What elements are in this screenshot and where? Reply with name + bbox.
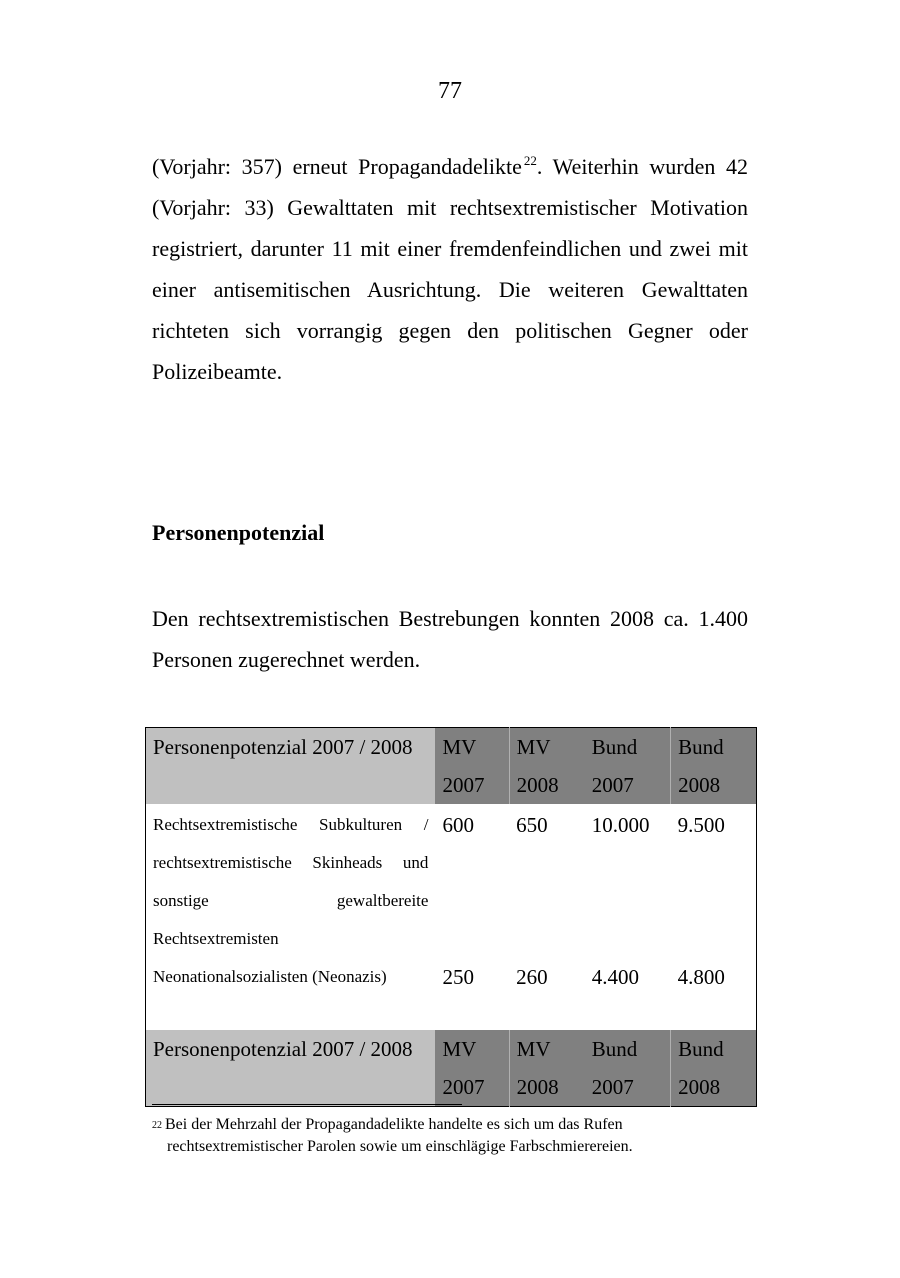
header-col-mv-2008: MV 2008 — [509, 728, 585, 805]
footer-col-mv-2008: MV 2008 — [509, 1030, 585, 1107]
personenpotenzial-table — [145, 727, 757, 1107]
header-col-mv-2007: MV 2007 — [435, 728, 509, 805]
footer-label-cell: Personenpotenzial 2007 / 2008 — [146, 1030, 436, 1107]
footer-col-bund-2007: Bund 2007 — [585, 1030, 671, 1107]
cell-value: 260 — [516, 965, 548, 989]
footer-col-mv-2007: MV 2007 — [435, 1030, 509, 1107]
table-footer-row — [146, 1030, 757, 1107]
footnote-separator — [152, 1104, 462, 1105]
table-row — [146, 804, 757, 958]
header-col-bund-2008: Bund 2008 — [671, 728, 757, 805]
row-label-neonazis: Neonationalsozialisten (Neonazis) — [153, 967, 387, 986]
body-paragraph-persons: Den rechtsextremistischen Bestrebungen konnten 2008 ca. 1.400 Personen zugerechnet werden. — [152, 606, 748, 672]
cell-value: 4.800 — [677, 965, 725, 989]
footnote-reference[interactable]: 22 — [523, 153, 537, 168]
body-paragraph-violence — [152, 146, 748, 392]
footnote-number: 22 — [152, 1120, 162, 1131]
paragraph-text-start: (Vorjahr: 357) erneut Propagandadelikte — [152, 154, 522, 179]
footnote — [152, 1114, 752, 1158]
section-heading: Personenpotenzial — [152, 520, 325, 545]
page-number: 77 — [438, 78, 462, 104]
cell-value: 600 — [442, 813, 474, 837]
cell-value: 250 — [442, 965, 474, 989]
footnote-text-1: Bei der Mehrzahl der Propagandadelikte handelte es sich um das Rufen — [165, 1116, 623, 1133]
cell-value: 10.000 — [591, 813, 650, 837]
cell-value: 9.500 — [677, 813, 725, 837]
table-row — [146, 958, 757, 1030]
header-col-bund-2007: Bund 2007 — [585, 728, 671, 805]
cell-value: 4.400 — [591, 965, 639, 989]
table-header-row — [146, 728, 757, 805]
header-label-cell: Personenpotenzial 2007 / 2008 — [146, 728, 436, 805]
row-label-subkulturen: Rechtsextremistische Subkulturen / rechtsextremistische Skinheads und sonstige gewaltbereite Rechtsextremisten — [153, 815, 429, 948]
footnote-line-1 — [152, 1114, 752, 1136]
cell-value: 650 — [516, 813, 548, 837]
paragraph-text-end: . Weiterhin wurden 42 (Vorjahr: 33) Gewalttaten mit rechtsextremistischer Motivation registriert, darunter 11 mit einer fremdenfeindlichen und zwei mit einer antisemitischen Ausrichtung. Die weiteren Gewalttaten richteten sich vorrangig gegen den politischen Gegner oder Polizeibeamte. — [152, 154, 748, 384]
footer-col-bund-2008: Bund 2008 — [671, 1030, 757, 1107]
footnote-text-2: rechtsextremistischer Parolen sowie um einschlägige Farbschmierereien. — [167, 1138, 633, 1155]
